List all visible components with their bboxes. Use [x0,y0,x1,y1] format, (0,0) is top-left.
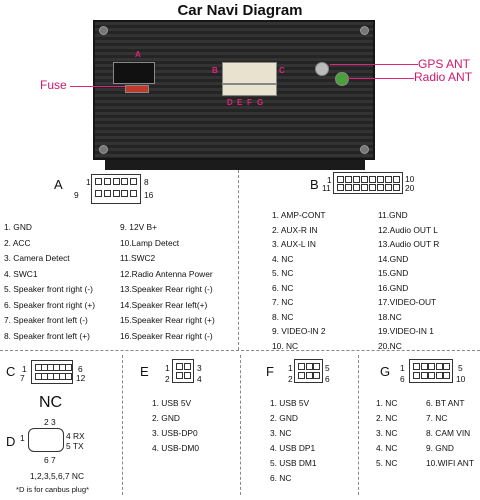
connector-a-bottom-left-pin: 9 [74,190,79,200]
divider-vertical [122,355,123,495]
connector-d-right-top-pin: 4 RX [66,431,85,441]
connector-b-label: B [310,177,319,192]
connector-pin-cell [353,176,360,183]
connector-f-bottom-right-pin: 6 [325,374,330,384]
connector-pin-cell [313,372,320,379]
pin-label: 4. NC [376,443,398,453]
connector-e-top-right-pin: 3 [197,363,202,373]
divider-horizontal [0,350,480,351]
connector-f-bottom-left-pin: 2 [288,374,293,384]
connector-pin-cell [413,372,420,379]
bolt [99,26,108,35]
connector-c-bottom-left-pin: 7 [20,373,25,383]
connector-f-top-left-pin: 1 [288,363,293,373]
connector-g-graphic [409,359,453,383]
connector-d-note: *D is for canbus plug* [16,485,90,494]
pin-label: 13.Speaker Rear right (-) [120,284,213,294]
pin-label: 20.NC [378,340,402,351]
connector-d-left-pin: 1 [20,433,25,443]
pin-label: 8. NC [272,311,294,322]
pin-label: 12.Radio Antenna Power [120,268,213,279]
connector-d-nc-list: 1,2,3,5,6,7 NC [30,471,85,481]
connector-a-top-right-pin: 8 [144,177,149,187]
connector-pin-cell [421,372,428,379]
plug-b [222,62,277,84]
connector-pin-cell [385,184,392,191]
head-unit-photo [93,20,375,160]
plug-a [113,62,155,84]
photo-tag-b: B [212,66,218,75]
pin-label: 19.VIDEO-IN 1 [378,326,434,336]
photo-tag-e: E [237,98,243,107]
connector-pin-cell [377,184,384,191]
connector-pin-cell [104,190,111,197]
connector-d-label: D [6,434,16,449]
pin-label: 5. Speaker front right (-) [4,284,93,294]
connector-pin-cell [361,176,368,183]
connector-pin-cell [345,184,352,191]
connector-b-top-left-pin: 1 [327,175,332,185]
pin-label: 18.NC [378,311,402,322]
connector-pin-cell [345,176,352,183]
connector-f-graphic [294,359,323,383]
connector-pin-cell [337,176,344,183]
connector-c-graphic [31,360,73,384]
pin-label: 7. Speaker front left (-) [4,315,88,325]
pin-label: 16.Speaker Rear right (-) [120,330,213,341]
connector-pin-cell [113,190,120,197]
pin-label: 5. NC [272,268,294,278]
radio-ant-socket [335,72,349,86]
connector-pin-cell [306,372,313,379]
pin-label: 3. USB-DP0 [152,428,198,438]
pin-label: 8. CAM VIN [426,428,471,438]
divider-vertical [240,355,241,495]
pin-label: 2. GND [270,413,298,423]
connector-pin-cell [298,363,305,370]
pin-label: 6. NC [270,473,292,483]
pin-label: 1. NC [376,398,398,408]
connector-pin-cell [413,363,420,370]
connector-pin-cell [313,363,320,370]
connector-e-bottom-right-pin: 4 [197,374,202,384]
pin-label: 10.WIFI ANT [426,458,474,468]
pin-label: 13.Audio OUT R [378,239,440,249]
connector-pin-cell [130,178,137,185]
connector-e-top-left-pin: 1 [165,363,170,373]
connector-pin-cell [377,176,384,183]
photo-tag-d: D [227,98,233,107]
pin-label: 11.SWC2 [120,253,156,263]
connector-e-label: E [140,364,149,379]
connector-pin-cell [393,184,400,191]
connector-pin-cell [176,363,183,370]
pin-label: 4. SWC1 [4,268,38,279]
pin-label: 7. NC [272,297,294,307]
connector-b-graphic [333,172,403,194]
pin-label: 11.GND [378,210,408,220]
bolt [360,145,369,154]
connector-a-label: A [54,177,63,192]
pin-label: 3. NC [376,428,398,438]
connector-c-bottom-right-pin: 12 [76,373,86,383]
connector-e-graphic [172,359,194,383]
pin-label: 3. Camera Detect [4,253,70,263]
gps-ant-callout: GPS ANT [418,57,471,71]
gps-ant-socket [315,62,329,76]
connector-d-right-bottom-pin: 5 TX [66,441,84,451]
pin-label: 6. Speaker front right (+) [4,299,96,310]
radio-callout-line [348,78,414,79]
connector-g-bottom-left-pin: 6 [400,374,405,384]
pin-label: 12.Audio OUT L [378,224,438,235]
connector-pin-cell [428,363,435,370]
pin-label: 14.GND [378,253,409,264]
photo-tag-c: C [279,66,285,75]
connector-f-label: F [266,364,274,379]
connector-pin-cell [121,178,128,185]
pin-label: 3. NC [270,428,292,438]
divider-vertical [358,355,359,495]
plug-row-lower [222,84,277,96]
pin-label: 9. VIDEO-IN 2 [272,326,326,336]
connector-pin-cell [306,363,313,370]
pin-label: 4. USB-DM0 [152,443,200,453]
connector-c-top-left-pin: 1 [22,364,27,374]
connector-pin-cell [65,364,72,371]
photo-tag-f: F [247,98,252,107]
pin-label: 9. 12V B+ [120,222,158,232]
unit-bottom-edge [105,160,365,170]
photo-tag-a: A [135,50,141,59]
fuse-callout-line [70,86,125,87]
pin-label: 1. AMP-CONT [272,210,326,220]
connector-pin-cell [436,372,443,379]
pin-label: 14.Speaker Rear left(+) [120,299,208,310]
connector-pin-cell [121,190,128,197]
connector-pin-cell [428,372,435,379]
connector-b-top-right-pin: 10 [405,174,415,184]
connector-pin-cell [95,190,102,197]
pin-label: 1. GND [4,222,32,232]
pin-label: 17.VIDEO-OUT [378,297,437,307]
connector-pin-cell [443,363,450,370]
connector-d-bottom-pins: 6 7 [44,455,56,465]
connector-a-graphic [91,174,141,204]
connector-c-nc: NC [39,394,63,411]
connector-pin-cell [369,176,376,183]
pin-label: 2. AUX-R IN [272,224,318,235]
connector-pin-cell [385,176,392,183]
pin-label: 2. NC [376,413,398,423]
connector-g-top-left-pin: 1 [400,363,405,373]
connector-d-top-pins: 2 3 [44,417,56,427]
page-title: Car Navi Diagram [177,2,303,19]
connector-g-bottom-right-pin: 10 [456,374,466,384]
connector-pin-cell [184,363,191,370]
connector-f-top-right-pin: 5 [325,363,330,373]
pin-label: 5. USB DM1 [270,458,317,468]
pin-label: 1. USB 5V [152,398,192,408]
connector-b-bottom-right-pin: 20 [405,183,415,193]
pin-label: 3. AUX-L IN [272,239,316,249]
pin-label: 16.GND [378,282,409,293]
photo-tag-g: G [257,98,264,107]
connector-pin-cell [421,363,428,370]
pin-label: 10. NC [272,340,299,351]
bolt [99,145,108,154]
pin-label: 4. USB DP1 [270,443,316,453]
connector-b-bottom-left-pin: 11 [322,183,331,193]
connector-pin-cell [113,178,120,185]
connector-pin-cell [369,184,376,191]
connector-d-graphic [28,428,64,452]
connector-pin-cell [298,372,305,379]
pin-label: 15.GND [378,268,409,278]
pin-label: 2. GND [152,413,180,423]
connector-a-top-left-pin: 1 [86,177,91,187]
connector-pin-cell [361,184,368,191]
pin-label: 2. ACC [4,237,31,248]
connector-pin-cell [443,372,450,379]
connector-g-label: G [380,364,391,379]
pin-label: 6. BT ANT [426,398,465,408]
fuse-block [125,85,149,93]
connector-pin-cell [65,373,72,380]
connector-pin-cell [353,184,360,191]
pin-label: 10.Lamp Detect [120,237,180,248]
fuse-callout: Fuse [40,78,67,92]
connector-pin-cell [95,178,102,185]
connector-pin-cell [436,363,443,370]
pin-label: 9. GND [426,443,454,453]
pin-label: 1. USB 5V [270,398,310,408]
pin-label: 4. NC [272,253,294,264]
connector-pin-cell [130,190,137,197]
connector-pin-cell [104,178,111,185]
connector-pin-cell [337,184,344,191]
connector-pin-cell [393,176,400,183]
pin-label: 5. NC [376,458,398,468]
connector-a-bottom-right-pin: 16 [144,190,154,200]
gps-callout-line [330,64,418,65]
connector-pin-cell [184,372,191,379]
pin-label: 6. NC [272,282,294,293]
connector-e-bottom-left-pin: 2 [165,374,170,384]
bolt [360,26,369,35]
connector-g-top-right-pin: 5 [458,363,463,373]
pin-label: 7. NC [426,413,448,423]
pin-label: 15.Speaker Rear right (+) [120,315,215,325]
divider-vertical [238,170,239,350]
connector-c-label: C [6,364,16,379]
radio-ant-callout: Radio ANT [414,70,473,84]
connector-c-top-right-pin: 6 [78,364,83,374]
connector-pin-cell [176,372,183,379]
pin-label: 8. Speaker front left (+) [4,330,90,341]
